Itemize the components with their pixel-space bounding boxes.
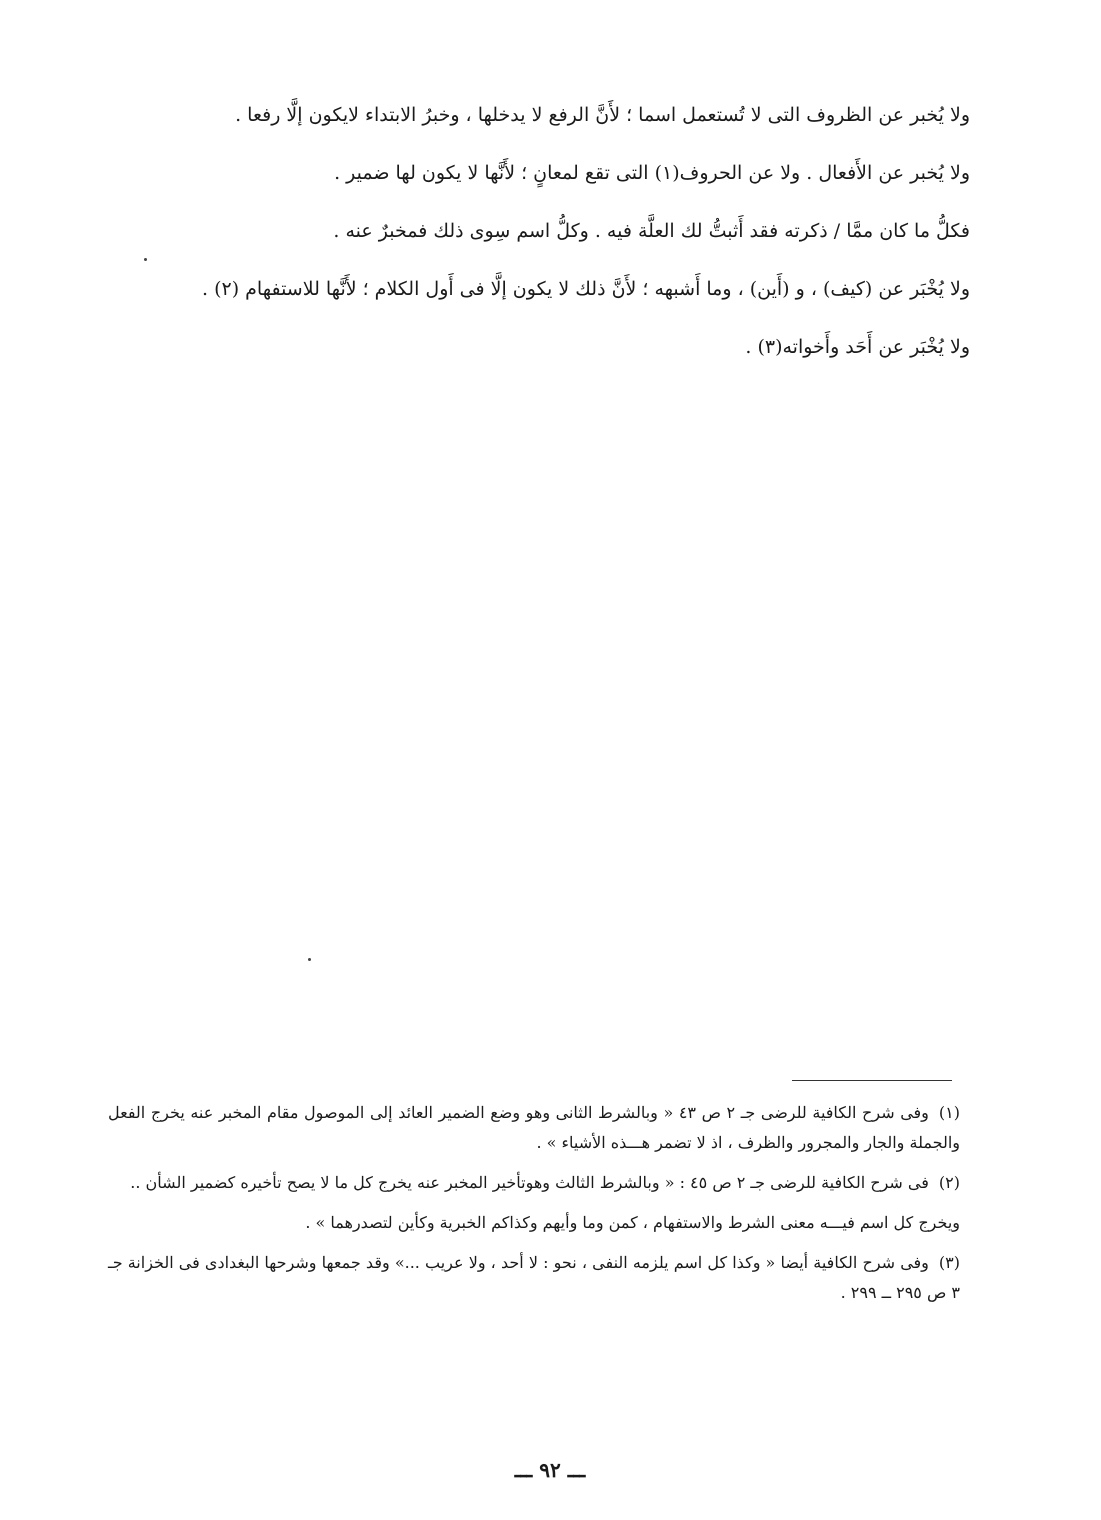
speck-mark [308, 958, 311, 961]
footnote-text: فى شرح الكافية للرضى جـ ٢ ص ٤٥ : « وبالشرط الثالث وهوتأخير المخبر عنه يخرج كل ما لا يصح تأخيره كضمير الشأن .. [130, 1173, 929, 1192]
page-number: ـــ ٩٢ ـــ [514, 1458, 586, 1482]
footnote-separator [792, 1080, 952, 1081]
footnote-2-continued [108, 1208, 960, 1238]
paragraph-3: فكلُّ ما كان ممَّا / ذكرته فقد أَثبتُّ لك العلَّة فيه . وكلُّ اسم سِوى ذلك فمخبرٌ عنه . [333, 220, 970, 242]
footnote-text: وفى شرح الكافية للرضى جـ ٢ ص ٤٣ « وبالشرط الثانى وهو وضع الضمير العائد إلى الموصول مقام المخبر عنه يخرج الفعل والجملة والجار والمجرور والظرف ، اذ لا تضمر هـــذه الأشياء » . [108, 1103, 960, 1152]
footnote-text: وفى شرح الكافية أيضا « وكذا كل اسم يلزمه النفى ، نحو : لا أحد ، ولا عريب ...» وقد جمعها وشرحها البغدادى فى الخزانة جـ ٣ ص ٢٩٥ ــ ٢٩٩ . [108, 1253, 960, 1302]
footnote-3 [108, 1248, 960, 1308]
footnote-number: (٢) [938, 1173, 960, 1192]
main-text [112, 92, 970, 382]
speck-mark [144, 258, 147, 261]
footnote-2 [108, 1168, 960, 1198]
footnote-number: (٣) [938, 1253, 960, 1272]
paragraph-4: ولا يُخْبَر عن (كيف) ، و (أَين) ، وما أَشبهه ؛ لأَنَّ ذلك لا يكون إلَّا فى أَول الكلام ؛ لأَنَّها للاستفهام (٢) . [201, 278, 970, 300]
paragraph-2: ولا يُخبر عن الأَفعال . ولا عن الحروف(١) التى تقع لمعانٍ ؛ لأَنَّها لا يكون لها ضمير . [334, 162, 970, 184]
footnotes [108, 1098, 960, 1318]
footnote-text: ويخرج كل اسم فيـــه معنى الشرط والاستفهام ، كمن وما وأيهم وكذاكم الخبرية وكأين لتصدرهما » . [305, 1213, 960, 1232]
paragraph-5: ولا يُخْبَر عن أَحَد وأَخواته(٣) . [745, 336, 970, 358]
footnote-number: (١) [938, 1103, 960, 1122]
footnote-1 [108, 1098, 960, 1158]
paragraph-1: ولا يُخبر عن الظروف التى لا تُستعمل اسما ؛ لأَنَّ الرفع لا يدخلها ، وخبرُ الابتداء لايكون إلَّا رفعا . [235, 104, 970, 126]
